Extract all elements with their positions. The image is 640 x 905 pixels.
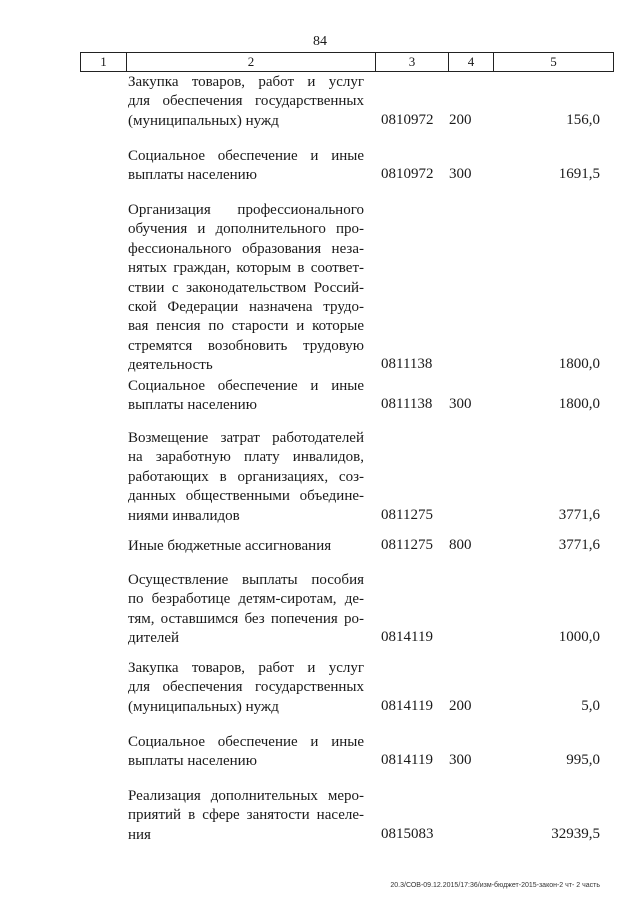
row-code: 0814119 [381,752,433,769]
description-line: выплаты населению [128,753,257,770]
row-code: 0814119 [381,697,433,714]
column-header-5: 5 [550,54,557,69]
row-description [128,537,364,556]
row-amount: 1000,0 [558,629,600,646]
column-header-1: 1 [81,53,127,71]
description-line: Реализация дополнительных меро- [128,788,364,804]
description-line: нятых граждан, которым в соответ- [128,260,364,277]
description-line: ния [128,826,151,843]
row-code: 0811275 [381,506,433,523]
row-description [128,377,364,416]
page-number: 84 [313,34,327,49]
row-code: 0810972 [381,166,434,183]
column-header-3: 3 [376,53,449,71]
document-footer: 20.3/СОВ-09.12.2015/17:36/изм-бюджет-2015-закон-2 чт- 2 часть [390,882,600,889]
column-header-4: 4 [449,53,494,71]
description-line: выплаты населению [128,167,257,184]
description-line: ниями инвалидов [128,507,240,524]
description-line: выплаты населению [128,397,257,414]
description-line: дителей [128,630,180,647]
description-line: обучения и дополнительного про- [128,221,364,238]
description-line: данных общественными объедине- [128,488,364,505]
description-line: стремятся возобновить трудовую [128,337,364,354]
description-line: Возмещение затрат работодателей [128,430,364,446]
row-amount: 1800,0 [558,396,600,413]
row-expense-type: 300 [449,752,472,769]
description-line: работающих в организациях, соз- [128,468,364,485]
description-line: для обеспечения государственных [128,93,364,110]
description-line: (муниципальных) нужд [128,698,279,715]
row-description [128,201,364,376]
row-amount: 3771,6 [558,506,600,523]
row-amount: 1800,0 [558,356,600,373]
row-amount: 156,0 [566,111,600,128]
row-code: 0814119 [381,629,433,646]
row-code: 0810972 [381,111,434,128]
row-description [128,733,364,772]
description-line: Социальное обеспечение и иные [128,378,364,394]
row-code: 0811138 [381,396,433,413]
row-description [128,787,364,845]
row-expense-type: 200 [449,111,472,128]
row-code: 0811275 [381,537,433,553]
description-line: по безработице детям-сиротам, де- [128,591,364,608]
description-line: вая пенсия по старости и которые [128,318,364,335]
description-line: Социальное обеспечение и иные [128,734,364,750]
description-line: Социальное обеспечение и иные [128,148,364,164]
row-expense-type: 300 [449,166,472,183]
description-line: Организация профессионального [128,202,364,218]
row-code: 0815083 [381,825,434,842]
row-amount: 5,0 [581,697,600,714]
row-amount: 3771,6 [558,537,600,553]
description-line: фессионального образования неза- [128,240,364,257]
column-header-2: 2 [127,53,376,71]
description-line: деятельность [128,357,213,374]
description-line: Закупка товаров, работ и услуг [128,660,364,676]
description-line: ской Федерации назначена трудо- [128,299,364,316]
description-line: для обеспечения государственных [128,679,364,696]
row-description [128,147,364,186]
row-code: 0811138 [381,356,433,373]
description-line: (муниципальных) нужд [128,112,279,129]
row-expense-type: 300 [449,396,472,413]
row-expense-type: 800 [449,537,472,553]
row-description [128,429,364,526]
row-amount: 32939,5 [551,825,600,842]
description-line: Закупка товаров, работ и услуг [128,74,364,90]
description-line: приятий в сфере занятости населе- [128,807,364,824]
column-header [80,52,614,72]
row-amount: 995,0 [566,752,600,769]
row-amount: 1691,5 [558,166,600,183]
description-line: Осуществление выплаты пособия [128,572,364,588]
description-line: на заработную плату инвалидов, [128,449,364,466]
row-expense-type: 200 [449,697,472,714]
description-line: Иные бюджетные ассигнования [128,538,332,554]
description-line: ствии с законодательством Россий- [128,279,364,296]
row-description [128,571,364,649]
row-description [128,73,364,131]
description-line: тям, оставшимся без попечения ро- [128,610,364,627]
row-description [128,659,364,717]
